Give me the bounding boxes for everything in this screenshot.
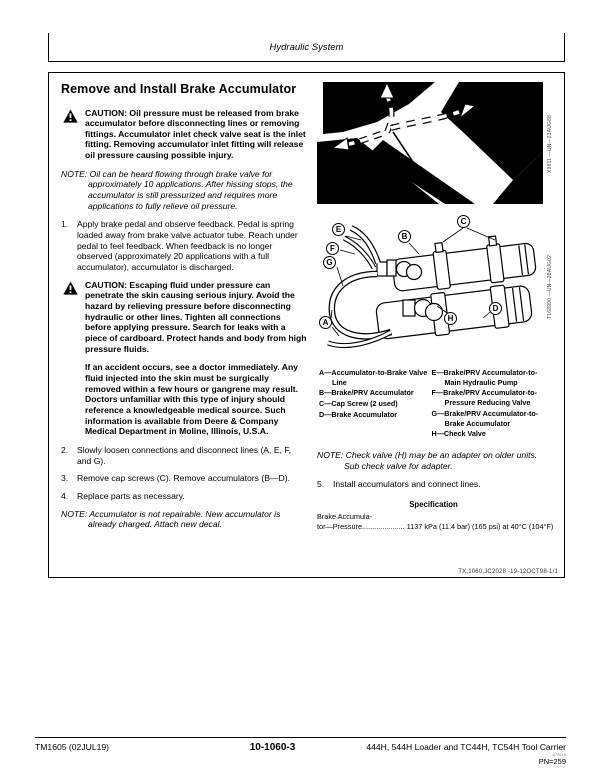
legend-item: G—Brake/PRV Accumulator-to-Brake Accumulator — [431, 408, 539, 428]
figure2-id-caption: T168990 —UN—28AUG02 — [546, 254, 553, 320]
legend-item: F—Brake/PRV Accumulator-to-Pressure Reducing Valve — [431, 388, 537, 408]
manual-number: TM1605 (02JUL19) — [35, 742, 110, 752]
legend-item: A—Accumulator-to-Brake Valve Line — [319, 368, 428, 387]
step-text: Slowly loosen connections and disconnect lines (A, E, F, and G). — [77, 444, 292, 466]
step-number: 2. — [61, 444, 69, 455]
model-designation: 444H, 544H Loader and TC44H, TC54H Tool Carrier — [366, 742, 566, 752]
step-number: 1. — [61, 219, 69, 230]
pn-number: PN=259 — [538, 757, 566, 767]
specification-label-line1: Brake Accumula- — [317, 511, 373, 521]
callout-a: A — [319, 316, 332, 329]
callout-e: E — [332, 223, 345, 236]
step-number: 5. — [317, 479, 325, 490]
legend-item: B—Brake/PRV Accumulator — [319, 388, 414, 398]
figure-legend — [319, 368, 550, 440]
page-number: 10-1060-3 — [249, 742, 296, 753]
step-text: Apply brake pedal and observe feedback. Pedal is spring loaded away from brake valve actuator tube. Reach under pedal to feel feedback. When feedback is no longer observed (approximately 20 applications with a full accumulator), accumulator is discharged. — [77, 219, 298, 273]
hazard-pictogram-illustration — [317, 82, 543, 204]
step-number: 3. — [61, 473, 69, 484]
step-text: Install accumulators and connect lines. — [333, 479, 481, 490]
caution-text-1: CAUTION: Oil pressure must be released from brake accumulator before disconnecting lines or removing fittings. Accumulator inlet check valve seat is the inlet fitting. Removing accumulator inlet fitting will release oil pressure causing possible injury. — [85, 107, 306, 161]
callout-h: H — [444, 312, 457, 325]
step-2 — [61, 445, 307, 466]
section-title: Hydraulic System — [269, 41, 344, 53]
left-column — [61, 82, 313, 538]
running-header — [48, 33, 565, 62]
warning-triangle-icon — [63, 281, 78, 295]
accumulator-assembly-figure — [317, 212, 553, 362]
legend-item: H—Check Valve — [431, 429, 486, 439]
accumulator-line-drawing — [317, 212, 543, 360]
page-title: Remove and Install Brake Accumulator — [61, 82, 297, 96]
legend-item: D—Brake Accumulator — [319, 409, 398, 419]
page-footer — [35, 737, 566, 766]
caution-block-1 — [61, 108, 307, 161]
figure1-id-caption: X9811 —UN—23AUG88 — [546, 114, 553, 174]
note-block-1: NOTE: Oil can be heard flowing through brake valve for approximately 10 applications. After hissing stops, the accumulator is still pressurized and requires more applications to fully relieve oil pressure. — [61, 168, 293, 211]
step-text: Replace parts as necessary. — [77, 490, 185, 501]
step-5 — [317, 479, 550, 490]
step-1 — [61, 219, 307, 272]
fluid-injection-hazard-figure — [317, 82, 553, 206]
dot-leader: ..................... — [362, 521, 405, 531]
specification-value-row — [317, 521, 554, 531]
caution-block-2 — [61, 280, 307, 355]
specification-heading: Specification — [409, 500, 458, 509]
note-block-3: NOTE: Check valve (H) may be an adapter on older units. Sub check valve for adapter. — [317, 450, 538, 471]
warning-triangle-icon — [63, 109, 78, 123]
callout-d: D — [489, 302, 502, 315]
note-block-2: NOTE: Accumulator is not repairable. New accumulator is already charged. Attach new decal. — [61, 508, 281, 530]
specification-label-line2: tor—Pressure — [317, 521, 363, 531]
step-number: 4. — [61, 490, 69, 501]
print-date-code: 070219 — [552, 752, 566, 757]
procedure-box — [48, 72, 565, 578]
step-4 — [61, 491, 307, 502]
caution-text-2: CAUTION: Escaping fluid under pressure can penetrate the skin causing serious injury. Avoid the hazard by relieving pressure before disconnecting hydraulic or other lines. Tighten all connections before applying pressure. Search for leaks with a piece of cardboard. Protect hands and body from high pressure fluids. — [85, 279, 307, 354]
revision-code: TX,1060,JC2028 -19-12OCT98-1/1 — [458, 569, 558, 575]
legend-column-right — [432, 368, 550, 440]
step-3 — [61, 473, 307, 484]
right-column — [313, 82, 554, 538]
legend-column-left — [319, 368, 432, 440]
caution-continuation: If an accident occurs, see a doctor immediately. Any fluid injected into the skin must be surgically removed within a few hours or gangrene may result. Doctors unfamiliar with this type of injury should reference a knowledgeable medical source. Such information is available from Deere & Company Medical Department in Moline, Illinois, U.S.A. — [85, 362, 299, 437]
callout-g: G — [323, 256, 336, 269]
step-text: Remove cap screws (C). Remove accumulators (B—D). — [77, 473, 290, 484]
callout-b: B — [398, 230, 411, 243]
specification-value: 1137 kPa (11.4 bar) (165 psi) at 40°C (104°F) — [404, 521, 554, 531]
legend-item: C—Cap Screw (2 used) — [319, 399, 398, 409]
callout-f: F — [326, 242, 339, 255]
callout-c: C — [457, 215, 470, 228]
legend-item: E—Brake/PRV Accumulator-to-Main Hydraulic Pump — [431, 368, 538, 387]
